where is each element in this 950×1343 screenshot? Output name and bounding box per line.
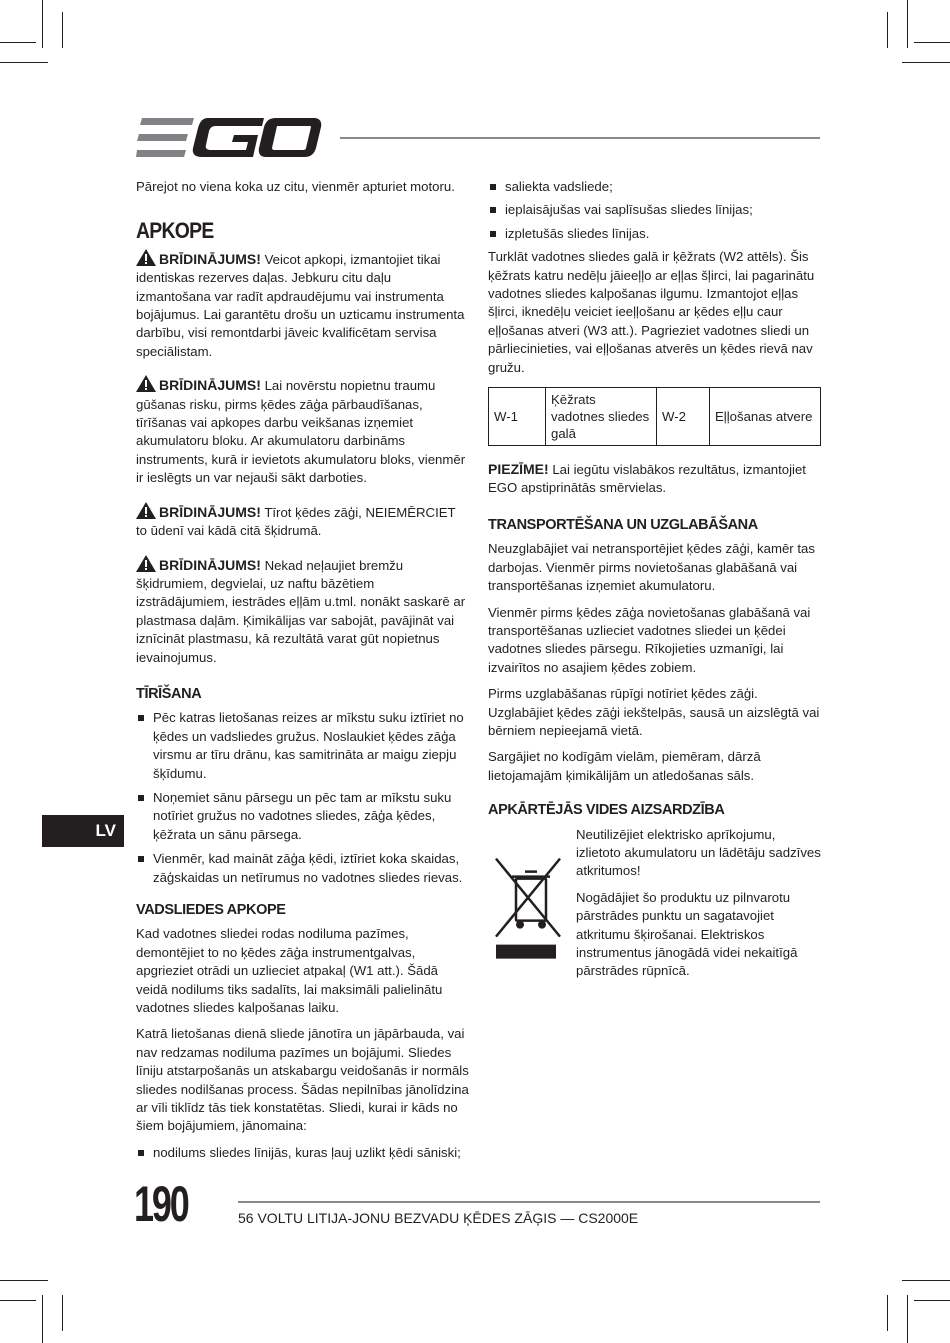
list-item: Noņemiet sānu pārsegu un pēc tam ar mīkstu suku notīriet gružus no vadotnes sliedes, zāģa ķēdes, ķēžrata un sānu pārsega.	[136, 789, 469, 844]
header-rule	[340, 137, 820, 139]
crop-mark	[42, 0, 43, 48]
cleaning-title: TĪRĪŠANA	[136, 685, 202, 702]
note-label: PIEZĪME!	[488, 461, 549, 478]
paragraph: Katrā lietošanas dienā sliede jānotīra un jāpārbauda, vai nav redzamas nodiluma pazīmes un bojājumi. Sliedes līniju atstarpošanās un atskabargu veidošanās ir normāls sliedes nodilšanas process. Šādas nepilnības jānolīdzina ar vīli tiklīdz tās tiek konstatētas. Sliedi, kurai ir kāds no šiem bojājumiem, jānomaina:	[136, 1026, 469, 1134]
right-column	[488, 178, 821, 989]
warning-text: Nekad neļaujiet bremžu šķidrumiem, degvielai, uz naftu bāzētiem izstrādājumiem, iestrādes eļļām u.tml. nonākt saskarē ar plastmasa daļām. Ķimikālijas var sabojāt, pavājināt vai iznīcināt plastmasu, kā rezultātā varat gūt nopietnus ievainojumus.	[136, 557, 466, 665]
list-item: izpletušās sliedes līnijas.	[488, 225, 821, 243]
crop-mark	[42, 1295, 43, 1343]
warning-paragraph	[136, 249, 469, 361]
crop-mark	[902, 1280, 950, 1281]
warning-label: BRĪDINĀJUMS!	[159, 377, 261, 394]
paragraph: Pirms uzglabāšanas rūpīgi notīriet ķēdes zāģi. Uzglabājiet ķēdes zāģi iekštelpās, sausā un aizslēgtā vai bērniem nepieejamā vietā.	[488, 686, 820, 738]
note-text: Lai iegūtu vislabākos rezultātus, izmantojiet EGO apstiprinātās smērvielas.	[488, 462, 806, 496]
warning-paragraph	[136, 375, 469, 487]
table-cell: W-1	[489, 388, 546, 446]
bullet-icon	[490, 184, 496, 190]
bullet-icon	[138, 1150, 144, 1156]
warning-icon	[136, 249, 156, 266]
environment-block	[488, 826, 821, 989]
table-row	[489, 388, 821, 446]
warning-text: Lai novērstu nopietnu traumu gūšanas risku, pirms ķēdes zāģa pārbaudīšanas, tīrīšanas vai apkopes darbu veikšanas izņemiet akumulatoru bloku. Ar akumulatoru darbināms instruments, kurā ir ievietots akumulatoru bloks, vienmēr ir ieslēgts un var nejauši sākt darboties.	[136, 378, 466, 486]
note-paragraph	[488, 460, 821, 498]
intro-text: Pārejot no viena koka uz citu, vienmēr apturiet motoru.	[136, 179, 455, 194]
bullet-icon	[138, 856, 144, 862]
list-item: nodilums sliedes līnijās, kuras ļauj uzlikt ķēdi sāniski;	[136, 1144, 469, 1162]
list-item: Pēc katras lietošanas reizes ar mīkstu suku iztīriet no ķēdes un vadsliedes gružus. Noslaukiet ķēdes zāģa virsmu ar tīru drānu, kas samitrināta ar maigu ziepju šķīdumu.	[136, 709, 469, 783]
crop-mark	[0, 42, 36, 43]
transport-title: TRANSPORTĒŠANA UN UZGLABĀŠANA	[488, 516, 758, 533]
crop-mark	[887, 1295, 888, 1331]
language-tab: LV	[42, 815, 124, 847]
warning-label: BRĪDINĀJUMS!	[159, 503, 261, 520]
warning-paragraph	[136, 502, 469, 541]
warning-icon	[136, 375, 156, 392]
legend-table	[488, 387, 821, 446]
footer-title: 56 VOLTU LITIJA-JONU BEZVADU ĶĒDES ZĀĢIS — CS2000E	[238, 1210, 639, 1226]
list-item: ieplaisājušas vai saplīsušas sliedes līnijas;	[488, 201, 821, 219]
crop-mark	[62, 12, 63, 48]
footer-rule	[238, 1201, 820, 1203]
page-number: 190	[134, 1176, 188, 1232]
paragraph: Kad vadotnes sliedei rodas nodiluma pazīmes, demontējiet to no ķēdes zāģa instrumentgalvas, apgrieziet otrādi un uzlieciet atpakaļ (W1 att.). Šādā veidā nodilums tiks sadalīts, lai maksimāli palielinātu vadotnes sliedes kalpošanas laiku.	[136, 926, 443, 1016]
paragraph: Vienmēr pirms ķēdes zāģa novietošanas glabāšanā vai transportēšanas uzlieciet vadotnes sliedei un ķēdei vadotnes sliedes pārsegu. Rīkojieties uzmanīgi, lai izvairītos no asajiem ķēdes zobiem.	[488, 604, 811, 675]
table-cell: Ķēžrats vadotnes sliedes galā	[546, 388, 657, 446]
paragraph: Turklāt vadotnes sliedes galā ir ķēžrats (W2 attēls). Šis ķēžrats katru nedēļu jāieeļļo ar eļļas šļirci, lai pagarinātu vadotnes sliedes kalpošanas ilgumu. Izmantojot eļļas šļirci, iknedēļu veiciet ieeļļošanu ar ķēdes eļļu caur eļļošanas atveri (W3 att.). Pagrieziet vadotnes sliedi un pārliecinieties, vai eļļošanas atverēs un ķēdes rievā nav gružu.	[488, 249, 815, 375]
paragraph: Sargājiet no kodīgām vielām, piemēram, dārzā lietojamajām ķimikālijām un atledošanas sāls.	[488, 749, 761, 783]
warning-icon	[136, 555, 156, 572]
warning-paragraph	[136, 555, 469, 667]
section-title: APKOPE	[136, 218, 214, 244]
warning-text: Veicot apkopi, izmantojiet tikai identiskas rezerves daļas. Jebkuru citu daļu izmantošana var radīt apdraudējumu vai instrumenta bojājumus. Lai garantētu drošu un uzticamu instrumenta darbību, visi remontdarbi jāveic kvalificētam servisa speciālistam.	[136, 251, 465, 359]
paragraph: Neuzglabājiet vai netransportējiet ķēdes zāģi, kamēr tas darbojas. Vienmēr pirms novietošanas glabāšanā vai transportēšanas izņemiet akumulatoru.	[488, 541, 815, 594]
crop-mark	[0, 1300, 36, 1301]
crop-mark	[62, 1295, 63, 1331]
crop-mark	[0, 1280, 48, 1281]
bullet-icon	[490, 207, 496, 213]
list-item: saliekta vadsliede;	[488, 178, 821, 196]
crop-mark	[887, 12, 888, 48]
bullet-icon	[138, 795, 144, 801]
crop-mark	[0, 62, 48, 63]
table-cell: Eļļošanas atvere	[710, 388, 821, 446]
paragraph: Neutilizējiet elektrisko aprīkojumu, izlietoto akumulatoru un lādētāju sadzīves atkritumos!	[576, 826, 821, 879]
warning-label: BRĪDINĀJUMS!	[159, 556, 261, 573]
crop-mark	[907, 1295, 908, 1343]
crop-mark	[914, 1300, 950, 1301]
warning-text: Tīrot ķēdes zāģi, NEIEMĒRCIET to ūdenī vai kādā citā šķidrumā.	[136, 504, 456, 539]
list-item: Vienmēr, kad maināt zāģa ķēdi, iztīriet koka skaidas, zāģskaidas un netīrumus no vadotnes sliedes rievas.	[136, 850, 469, 887]
warning-icon	[136, 502, 156, 519]
ego-logo	[136, 116, 322, 160]
bar-maintenance-title: VADSLIEDES APKOPE	[136, 902, 286, 918]
crop-mark	[914, 42, 950, 43]
crop-mark	[902, 62, 950, 63]
bullet-icon	[490, 231, 496, 237]
environment-title: APKĀRTĒJĀS VIDES AIZSARDZĪBA	[488, 802, 725, 819]
crossed-bin-icon	[488, 826, 576, 989]
bullet-icon	[138, 715, 144, 721]
paragraph: Nogādājiet šo produktu uz pilnvarotu pārstrādes punktu un sagatavojiet atkritumu šķirošanai. Elektriskos instrumentus jānogādā videi nekaitīgā pārstrādes rūpnīcā.	[576, 889, 798, 979]
left-column	[136, 178, 469, 1168]
table-cell: W-2	[657, 388, 710, 446]
crop-mark	[907, 0, 908, 48]
warning-label: BRĪDINĀJUMS!	[159, 250, 261, 267]
environment-text	[576, 826, 821, 989]
